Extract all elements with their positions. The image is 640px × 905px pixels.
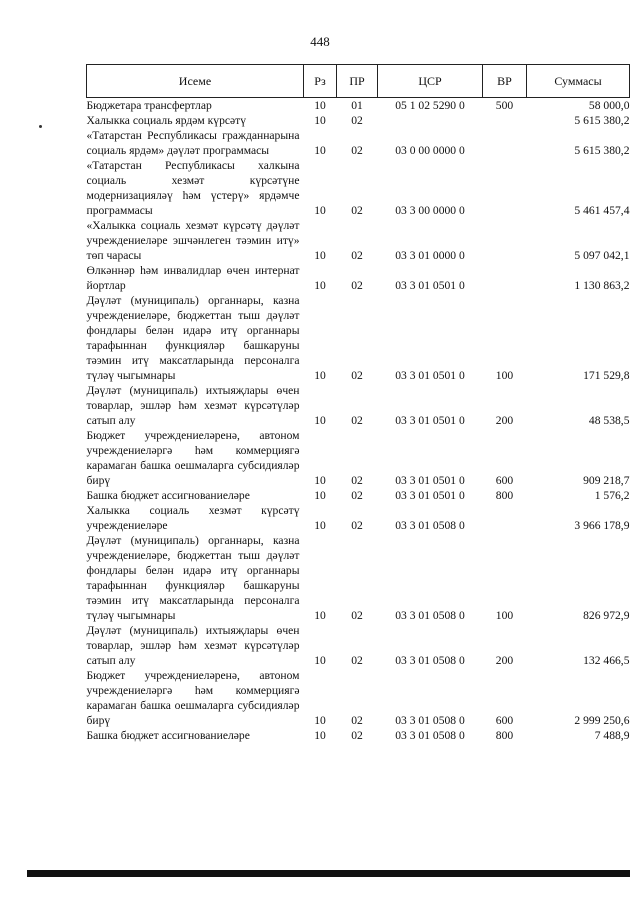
row-pr: 02 [351, 114, 363, 127]
row-vr: 500 [495, 99, 514, 112]
row-pr: 02 [351, 474, 363, 487]
row-csr: 03 3 01 0000 0 [395, 249, 465, 262]
row-pr: 02 [351, 204, 363, 217]
row-rz: 10 [314, 114, 326, 127]
table-row [87, 533, 630, 623]
column-header-name: Исеме [87, 65, 304, 98]
row-csr: 03 3 01 0508 0 [395, 729, 465, 742]
row-csr: 03 3 01 0508 0 [395, 609, 465, 622]
row-vr [483, 218, 527, 263]
row-sum: 5 615 380,2 [574, 144, 630, 157]
column-header-vr: ВР [483, 65, 527, 98]
row-sum: 3 966 178,9 [574, 519, 630, 532]
row-csr: 03 3 01 0501 0 [395, 279, 465, 292]
row-pr: 02 [351, 714, 363, 727]
row-sum: 1 130 863,2 [574, 279, 630, 292]
row-vr [483, 503, 527, 533]
row-pr: 02 [351, 519, 363, 532]
row-pr: 01 [351, 99, 363, 112]
row-rz: 10 [314, 144, 326, 157]
row-name: Өлкәннәр һәм инвалидлар өчен интернат йортлар [86, 264, 300, 292]
page-number: 448 [310, 34, 330, 49]
row-sum: 826 972,9 [583, 609, 630, 622]
table-row [87, 503, 630, 533]
table-header-row [87, 65, 630, 98]
row-pr: 02 [351, 249, 363, 262]
row-pr: 02 [351, 144, 363, 157]
budget-table [86, 64, 630, 743]
row-name: Бюджет учреждениеләренә, автоном учреждениеләргә һәм коммерциягә карамаган башка оешмаларга субсидияләр бирү [86, 669, 300, 727]
table-row [87, 488, 630, 503]
row-sum: 7 488,9 [594, 729, 630, 742]
row-rz: 10 [314, 714, 326, 727]
row-name: Башка бюджет ассигнованиеләре [86, 489, 250, 502]
row-rz: 10 [314, 729, 326, 742]
row-csr: 03 3 00 0000 0 [395, 204, 465, 217]
row-csr: 03 3 01 0508 0 [395, 654, 465, 667]
table-row [87, 113, 630, 128]
table-row [87, 128, 630, 158]
row-sum: 171 529,8 [583, 369, 630, 382]
row-pr: 02 [351, 489, 363, 502]
table-row [87, 293, 630, 383]
page-bottom-border [27, 870, 630, 877]
row-sum: 5 615 380,2 [574, 114, 630, 127]
row-name: Дәүләт (муниципаль) ихтыяҗлары өчен товарлар, эшләр һәм хезмәт күрсәтүләр сатып алу [86, 384, 300, 427]
row-rz: 10 [314, 204, 326, 217]
row-vr [483, 263, 527, 293]
row-vr: 100 [495, 609, 514, 622]
row-rz: 10 [314, 414, 326, 427]
row-rz: 10 [314, 279, 326, 292]
row-vr [483, 128, 527, 158]
row-vr [483, 158, 527, 218]
column-header-pr: ПР [337, 65, 378, 98]
row-pr: 02 [351, 609, 363, 622]
row-vr: 200 [495, 414, 514, 427]
row-csr: 03 3 01 0501 0 [395, 369, 465, 382]
row-vr: 600 [495, 714, 514, 727]
row-csr: 03 0 00 0000 0 [395, 144, 465, 157]
table-row [87, 668, 630, 728]
row-name: Бюджетара трансфертлар [86, 99, 212, 112]
column-header-csr: ЦСР [378, 65, 483, 98]
row-sum: 1 576,2 [594, 489, 630, 502]
row-csr [378, 113, 483, 128]
margin-mark [39, 125, 42, 128]
table-row [87, 158, 630, 218]
table-row [87, 383, 630, 428]
row-name: Бюджет учреждениеләренә, автоном учреждениеләргә һәм коммерциягә карамаган башка оешмаларга субсидияләр бирү [86, 429, 300, 487]
row-csr: 03 3 01 0501 0 [395, 474, 465, 487]
row-name: Халыкка социаль ярдәм күрсәтү [86, 114, 247, 127]
row-rz: 10 [314, 489, 326, 502]
row-csr: 03 3 01 0508 0 [395, 519, 465, 532]
table-row [87, 623, 630, 668]
row-sum: 5 097 042,1 [574, 249, 630, 262]
row-csr: 03 3 01 0501 0 [395, 414, 465, 427]
row-pr: 02 [351, 729, 363, 742]
row-name: Дәүләт (муниципаль) органнары, казна учреждениеләре, бюджеттан тыш дәүләт фондлары белән идарә итү органнары тарафыннан функцияләр башкаруны тәэмин итү максатларында персоналга түләү чыгымнары [86, 534, 300, 622]
row-rz: 10 [314, 654, 326, 667]
row-name: «Халыкка социаль хезмәт күрсәтү дәүләт учреждениеләре эшчәнлеген тәэмин итү» төп чарасы [86, 219, 300, 262]
table-body [87, 98, 630, 744]
row-sum: 48 538,5 [588, 414, 630, 427]
row-vr [483, 113, 527, 128]
row-rz: 10 [314, 609, 326, 622]
row-vr: 800 [495, 729, 514, 742]
row-sum: 5 461 457,4 [574, 204, 630, 217]
column-header-rz: Рз [304, 65, 337, 98]
row-vr: 800 [495, 489, 514, 502]
row-rz: 10 [314, 99, 326, 112]
row-pr: 02 [351, 369, 363, 382]
row-sum: 58 000,0 [588, 99, 630, 112]
row-name: Халыкка социаль хезмәт күрсәтү учреждениеләре [86, 504, 300, 532]
row-name: Башка бюджет ассигнованиеләре [86, 729, 250, 742]
row-sum: 2 999 250,6 [574, 714, 630, 727]
row-rz: 10 [314, 474, 326, 487]
row-vr: 100 [495, 369, 514, 382]
row-csr: 03 3 01 0508 0 [395, 714, 465, 727]
row-pr: 02 [351, 414, 363, 427]
table-row [87, 263, 630, 293]
row-name: Дәүләт (муниципаль) органнары, казна учреждениеләре, бюджеттан тыш дәүләт фондлары белән идарә итү органнары тарафыннан функцияләр башкаруны тәэмин итү максатларында персоналга түләү чыгымнары [86, 294, 300, 382]
table-row [87, 218, 630, 263]
row-csr: 03 3 01 0501 0 [395, 489, 465, 502]
row-pr: 02 [351, 279, 363, 292]
row-name: «Татарстан Республикасы халкына социаль хезмәт күрсәтүне модернизацияләү һәм үстерү» ярдәмче программасы [86, 159, 300, 217]
row-pr: 02 [351, 654, 363, 667]
column-header-sum: Суммасы [527, 65, 630, 98]
row-name: Дәүләт (муниципаль) ихтыяҗлары өчен товарлар, эшләр һәм хезмәт күрсәтүләр сатып алу [86, 624, 300, 667]
row-vr: 200 [495, 654, 514, 667]
row-vr: 600 [495, 474, 514, 487]
table-row [87, 728, 630, 743]
table-row [87, 98, 630, 114]
row-sum: 132 466,5 [583, 654, 630, 667]
row-rz: 10 [314, 249, 326, 262]
row-name: «Татарстан Республикасы гражданнарына социаль ярдәм» дәүләт программасы [86, 129, 300, 157]
row-csr: 05 1 02 5290 0 [395, 99, 465, 112]
row-rz: 10 [314, 519, 326, 532]
row-sum: 909 218,7 [583, 474, 630, 487]
table-row [87, 428, 630, 488]
row-rz: 10 [314, 369, 326, 382]
